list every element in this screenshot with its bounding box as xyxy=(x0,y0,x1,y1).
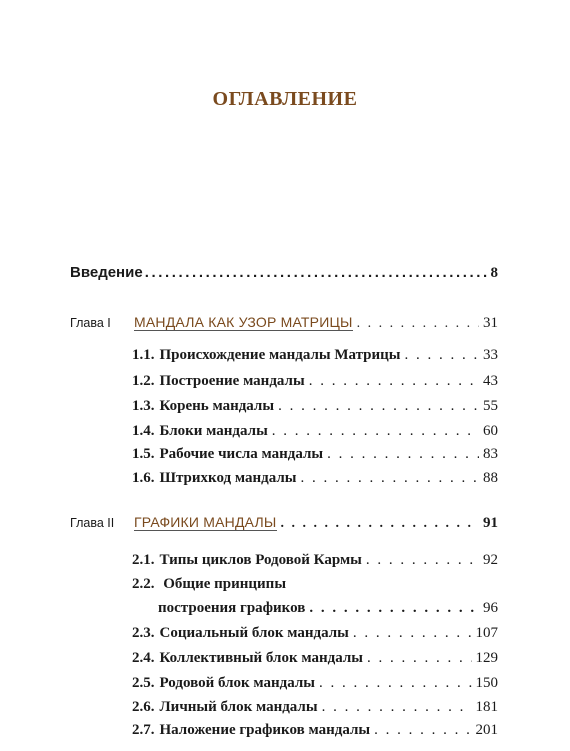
section-page: 33 xyxy=(483,347,498,363)
section-number: 1.5. xyxy=(132,446,155,462)
dot-leader xyxy=(327,446,479,463)
section-number: 1.4. xyxy=(132,423,155,439)
toc-section xyxy=(132,423,498,440)
section-number: 2.5. xyxy=(132,675,155,691)
section-number: 2.6. xyxy=(132,699,155,715)
section-page: 55 xyxy=(483,398,498,414)
toc-section xyxy=(132,470,498,487)
section-page: 181 xyxy=(475,699,498,715)
section-page: 92 xyxy=(483,552,498,568)
section-page: 43 xyxy=(483,373,498,389)
toc-entry-intro xyxy=(70,264,498,282)
dot-leader xyxy=(405,347,480,364)
toc-chapter-2 xyxy=(70,514,498,532)
toc-section xyxy=(132,699,498,716)
section-title: Наложение графиков мандалы xyxy=(159,722,371,738)
dot-leader xyxy=(309,600,479,617)
toc-section-continuation xyxy=(158,600,498,617)
section-number: 2.2. xyxy=(132,576,155,592)
dot-leader xyxy=(309,373,479,390)
chapter-title: МАНДАЛА КАК УЗОР МАТРИЦЫ xyxy=(134,314,353,330)
chapter-label: Глава II xyxy=(70,516,115,530)
chapter-title: ГРАФИКИ МАНДАЛЫ xyxy=(134,514,277,530)
toc-chapter-1 xyxy=(70,314,498,332)
toc-section-first-line xyxy=(132,576,286,593)
dot-leader xyxy=(366,552,479,569)
section-number: 2.1. xyxy=(132,552,155,568)
section-page: 150 xyxy=(475,675,498,691)
section-page: 201 xyxy=(475,722,498,738)
toc-section xyxy=(132,722,498,739)
dot-leader xyxy=(357,316,479,332)
toc-entry-page: 8 xyxy=(490,265,498,281)
section-title: Родовой блок мандалы xyxy=(159,675,316,691)
dot-leader xyxy=(374,722,471,739)
section-page: 88 xyxy=(483,470,498,486)
section-number: 2.4. xyxy=(132,650,155,666)
section-number: 1.3. xyxy=(132,398,155,414)
toc-section xyxy=(132,347,498,364)
section-title: Социальный блок мандалы xyxy=(159,625,349,641)
section-number: 2.3. xyxy=(132,625,155,641)
chapter-label: Глава I xyxy=(70,316,111,330)
section-page: 129 xyxy=(475,650,498,666)
chapter-page: 91 xyxy=(483,515,498,531)
dot-leader xyxy=(145,264,489,281)
section-number: 2.7. xyxy=(132,722,155,738)
dot-leader xyxy=(300,470,479,487)
page-title: ОГЛАВЛЕНИЕ xyxy=(212,88,358,110)
section-title: Коллективный блок мандалы xyxy=(159,650,363,666)
dot-leader xyxy=(278,398,479,415)
section-title: Блоки мандалы xyxy=(159,423,268,439)
toc-section xyxy=(132,446,498,463)
toc-section xyxy=(132,675,498,692)
section-page: 83 xyxy=(483,446,498,462)
section-page: 96 xyxy=(483,600,498,616)
dot-leader xyxy=(367,650,472,667)
section-title: Штрихкод мандалы xyxy=(159,470,297,486)
section-title: Построение мандалы xyxy=(159,373,305,389)
section-title-continued: построения графиков xyxy=(158,600,306,616)
section-title: Происхождение мандалы Матрицы xyxy=(159,347,401,363)
section-number: 1.1. xyxy=(132,347,155,363)
toc-section xyxy=(132,398,498,415)
dot-leader xyxy=(319,675,471,692)
toc-section xyxy=(132,552,498,569)
dot-leader xyxy=(353,625,472,642)
dot-leader xyxy=(281,516,480,532)
section-number: 1.6. xyxy=(132,470,155,486)
chapter-page: 31 xyxy=(483,315,498,331)
toc-entry-label: Введение xyxy=(70,264,143,281)
section-page: 60 xyxy=(483,423,498,439)
toc-section xyxy=(132,650,498,667)
section-title: Рабочие числа мандалы xyxy=(159,446,324,462)
toc-section xyxy=(132,625,498,642)
dot-leader xyxy=(322,699,472,716)
section-page: 107 xyxy=(475,625,498,641)
section-title: Корень мандалы xyxy=(159,398,275,414)
dot-leader xyxy=(272,423,479,440)
section-title: Общие принципы xyxy=(163,576,287,592)
section-title: Личный блок мандалы xyxy=(159,699,318,715)
section-number: 1.2. xyxy=(132,373,155,389)
toc-section xyxy=(132,373,498,390)
section-title: Типы циклов Родовой Кармы xyxy=(159,552,362,568)
